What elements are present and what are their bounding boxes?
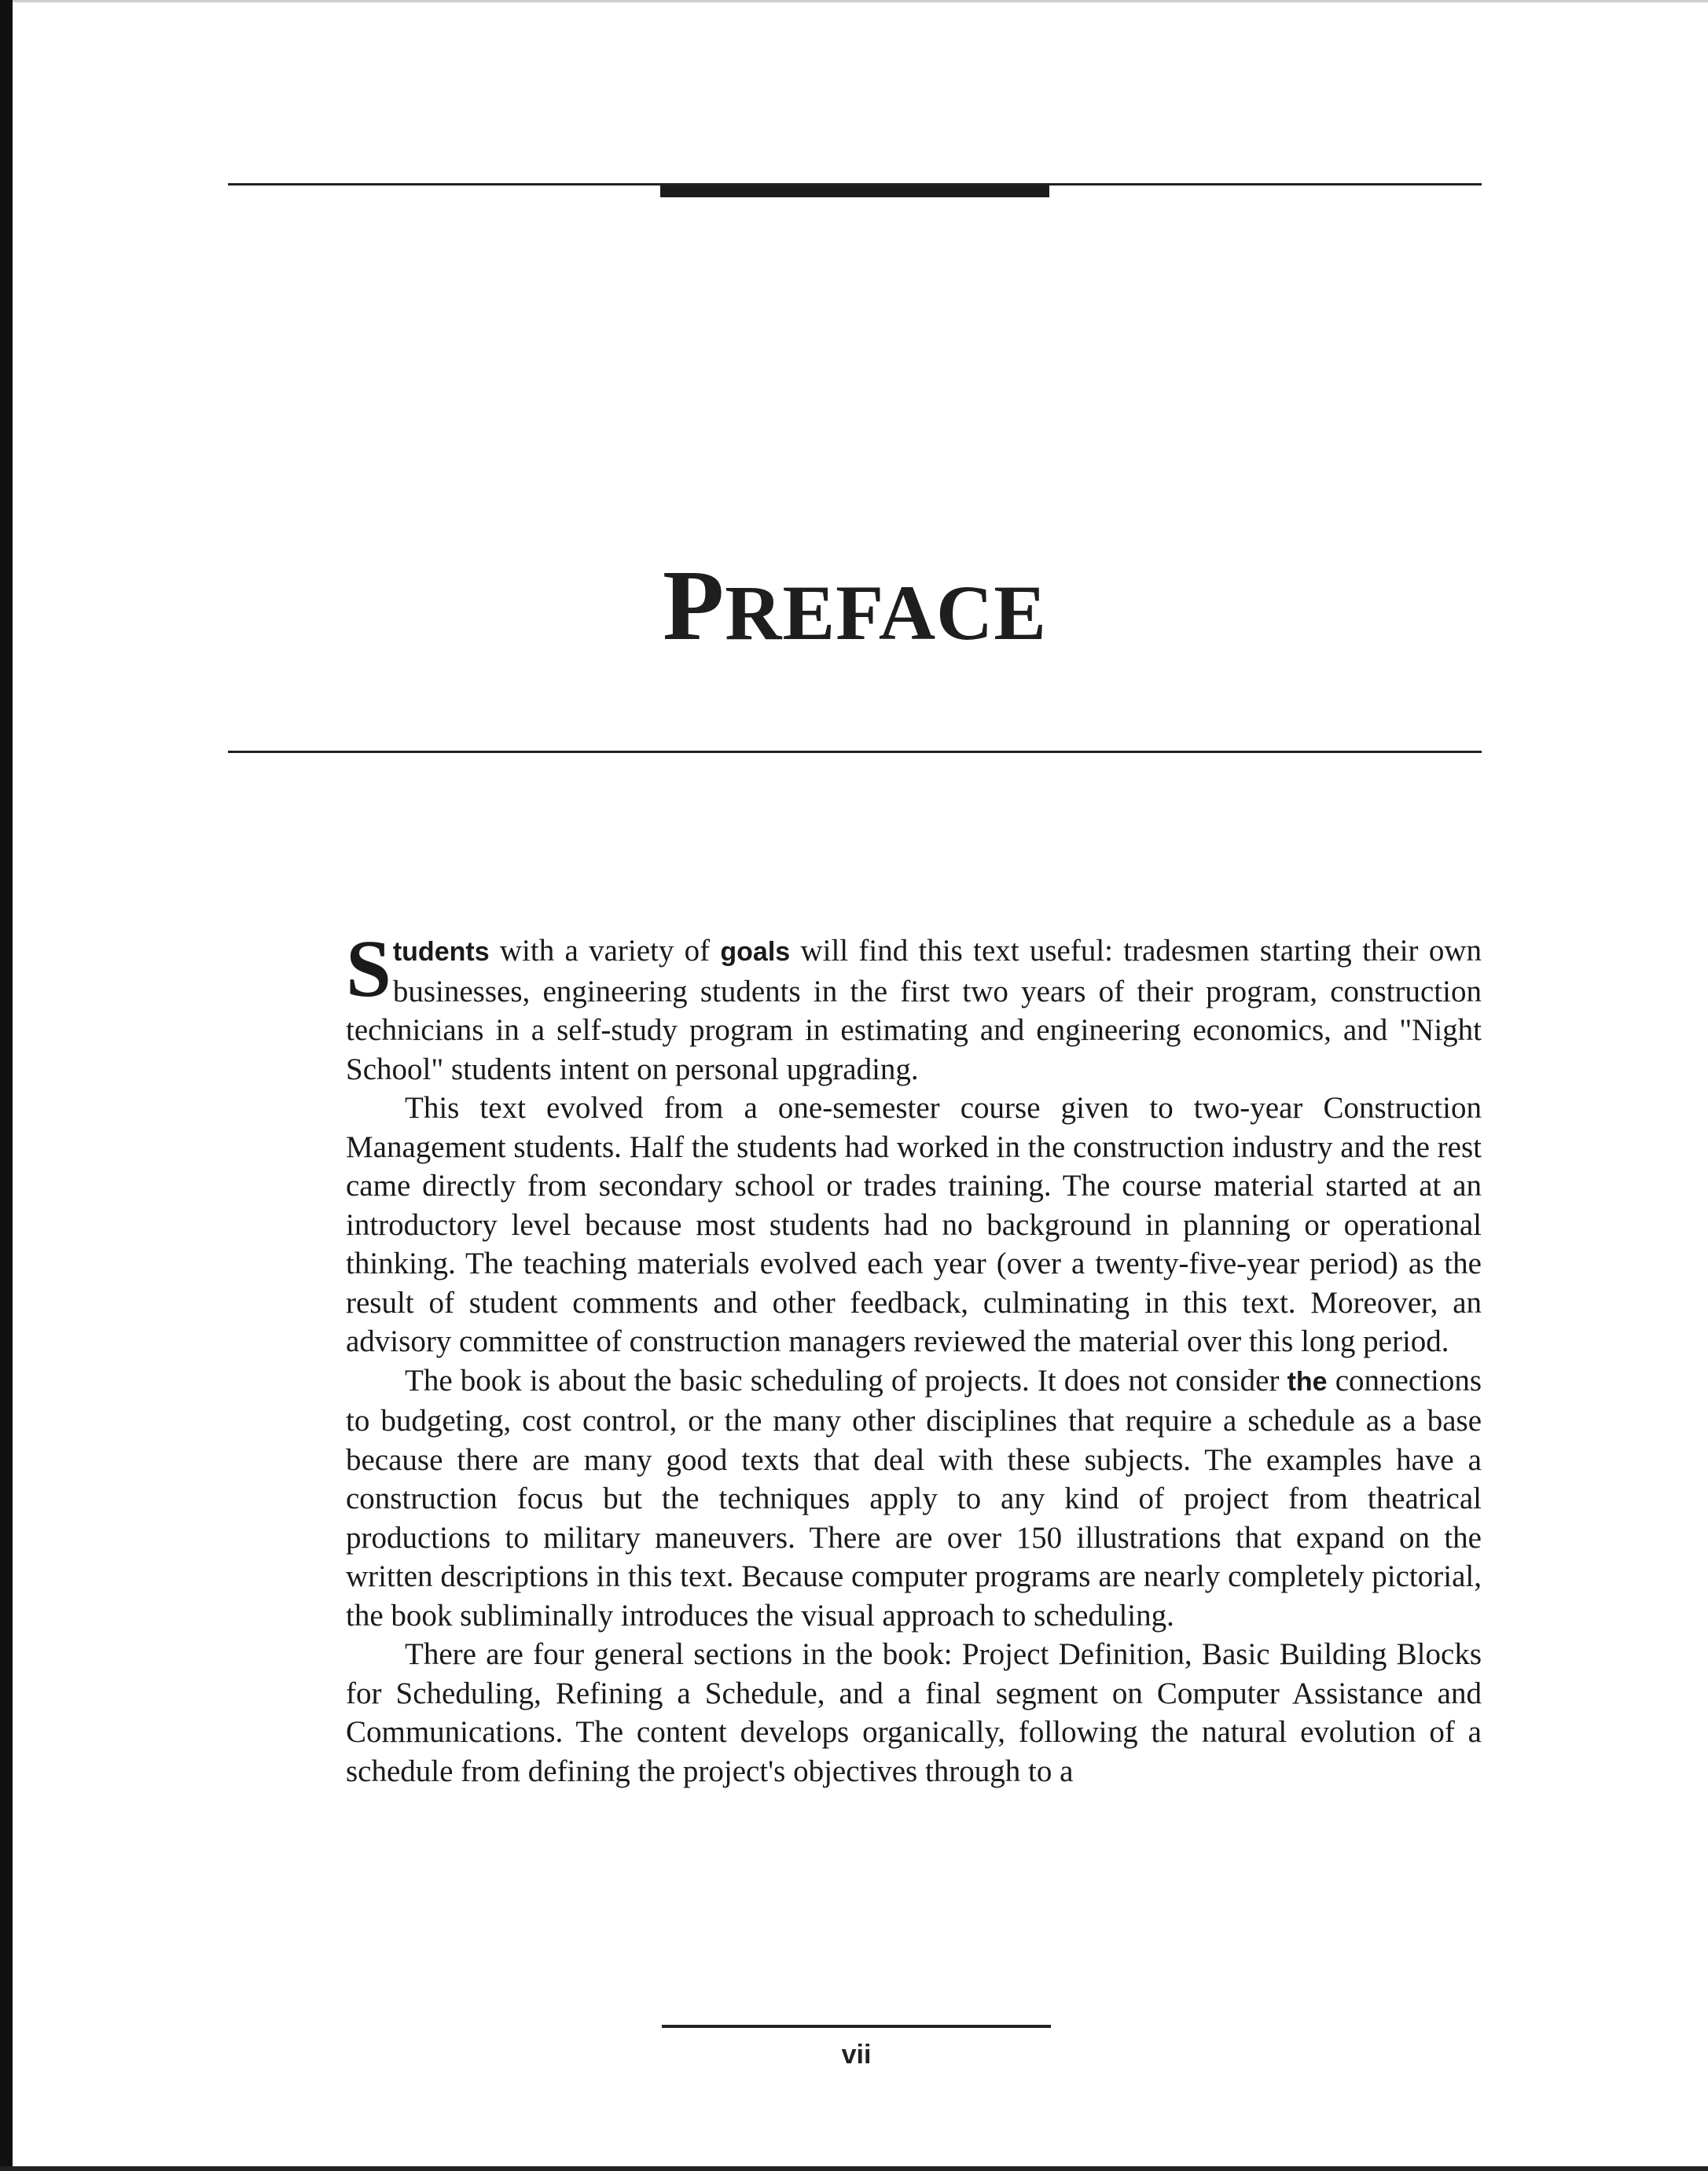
- page-number: vii: [841, 2040, 872, 2070]
- scan-edge-left: [0, 0, 13, 2171]
- header-rule-thick: [660, 186, 1049, 197]
- paragraph-1-text-b: will find this text useful: tradesmen starting their own businesses, engineering students in the first two years of their program, construction technicians in a self-study program in estimating and engineering economics, and "Night School" students intent on personal upgrading.: [346, 934, 1482, 1086]
- emphasis-goals: goals: [720, 937, 791, 967]
- paragraph-1: [346, 924, 1482, 1089]
- page-title: [228, 550, 1482, 668]
- lead-word: tudents: [392, 937, 490, 967]
- title-rule: [228, 751, 1482, 753]
- paragraph-2: This text evolved from a one-semester course given to two-year Construction Management students. Half the students had worked in the construction industry and the rest came directly from secondary school or trades training. The course material started at an introductory level because most students had no background in planning or operational thinking. The teaching materials evolved each year (over a twenty-five-year period) as the result of student comments and other feedback, culminating in this text. Moreover, an advisory committee of construction managers reviewed the material over this long period.: [346, 1091, 1482, 1358]
- paragraph-3-text-a: The book is about the basic scheduling of projects. It does not consider: [405, 1363, 1287, 1398]
- emphasis-the: the: [1287, 1366, 1328, 1397]
- paragraph-4: There are four general sections in the book: Project Definition, Basic Building Blocks for Scheduling, Refining a Schedule, and a final segment on Computer Assistance and Communications. The content develops organically, following the natural evolution of a schedule from defining the project's objectives through to a: [346, 1637, 1482, 1788]
- scan-edge-top: [0, 0, 1708, 2]
- drop-cap: S: [346, 924, 391, 1014]
- title-rest: REFACE: [725, 569, 1047, 656]
- scan-edge-bottom: [0, 2166, 1708, 2171]
- title-initial: P: [663, 549, 725, 661]
- paragraph-1-text-a: with a variety of: [489, 934, 721, 968]
- footer-rule: [662, 2025, 1051, 2028]
- paragraph-3-text-b: connections to budgeting, cost control, or the many other disciplines that require a schedule as a base because there are many good texts that deal with these subjects. The examples have a construction focus but the techniques apply to any kind of project from theatrical productions to military maneuvers. There are over 150 illustrations that expand on the written descriptions in this text. Because computer programs are nearly completely pictorial, the book subliminally introduces the visual approach to scheduling.: [346, 1363, 1482, 1633]
- preface-body: [346, 924, 1482, 1791]
- paragraph-3: [346, 1361, 1482, 1636]
